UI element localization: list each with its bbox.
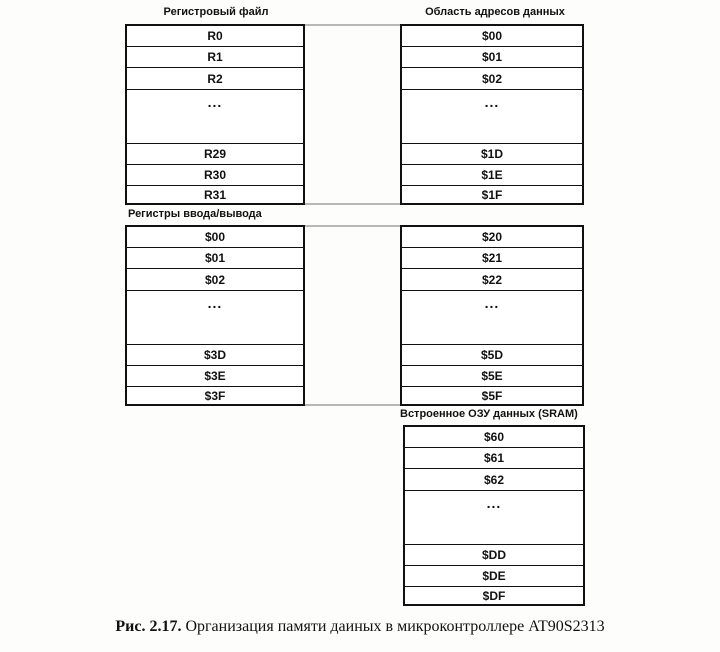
address-cell: $1D <box>402 144 582 165</box>
register-file-title: Регистровый файл <box>163 6 269 18</box>
address-cell: $21 <box>402 248 582 269</box>
io-register-cell: $02 <box>127 269 303 291</box>
register-ellipsis: ... <box>127 90 303 144</box>
io-register-cell: $3E <box>127 366 303 387</box>
address-cell: $22 <box>402 269 582 291</box>
address-cell: $DE <box>405 566 583 587</box>
address-cell: $1F <box>481 187 503 202</box>
sram-title: Встроенное ОЗУ данных (SRAM) <box>400 408 578 420</box>
data-address-space-title: Область адресов данных <box>425 6 565 18</box>
address-cell: $DF <box>482 588 506 603</box>
register-cell: R29 <box>127 144 303 165</box>
address-cell: $DD <box>405 545 583 566</box>
register-cell: R31 <box>203 187 226 202</box>
address-cell: $1E <box>402 165 582 186</box>
address-cell: $01 <box>402 47 582 68</box>
io-register-cell: $01 <box>127 248 303 269</box>
address-cell: $5D <box>402 345 582 366</box>
io-register-cell: $00 <box>127 227 303 248</box>
address-cell: $61 <box>405 448 583 469</box>
address-cell: $62 <box>405 469 583 491</box>
register-cell: R0 <box>127 26 303 47</box>
register-cell: R1 <box>127 47 303 68</box>
address-cell: $5E <box>402 366 582 387</box>
address-cell: $5F <box>481 388 503 403</box>
address-ellipsis: ... <box>402 291 582 345</box>
address-cell: $02 <box>402 68 582 90</box>
address-cell: $20 <box>402 227 582 248</box>
address-ellipsis: ... <box>402 90 582 144</box>
register-cell: R2 <box>127 68 303 90</box>
caption-text: Организация памяти даиных в микроконтроллере AT90S2313 <box>185 618 605 635</box>
address-cell: $00 <box>402 26 582 47</box>
address-cell: $60 <box>405 427 583 448</box>
io-registers-title: Регистры ввода/вывода <box>128 208 262 220</box>
figure-caption <box>0 618 720 636</box>
address-ellipsis: ... <box>405 491 583 545</box>
io-register-cell: $3D <box>127 345 303 366</box>
register-cell: R30 <box>127 165 303 186</box>
io-register-ellipsis: ... <box>127 291 303 345</box>
io-register-cell: $3F <box>204 388 226 403</box>
caption-prefix: Рис. 2.17. <box>115 618 182 635</box>
